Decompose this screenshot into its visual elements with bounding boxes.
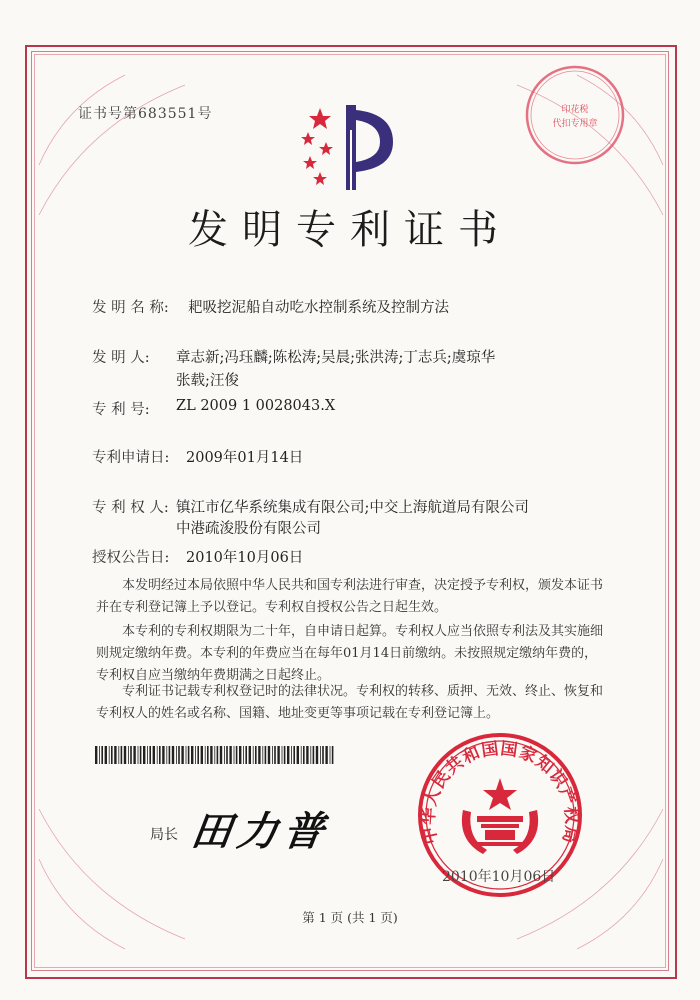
barcode-bar [101, 746, 103, 764]
director-signature: 田力普 [188, 808, 333, 855]
inventors-label: 发 明 人: [92, 350, 150, 366]
barcode-bar [220, 746, 222, 764]
barcode-bar [325, 746, 327, 764]
barcode-bar [149, 746, 151, 764]
barcode-bar [293, 746, 295, 764]
barcode-bar [306, 746, 308, 764]
barcode-bar [303, 746, 305, 764]
inventors-line-2: 张载;汪俊 [176, 373, 239, 389]
barcode-bar [243, 746, 244, 764]
barcode-bar [157, 746, 158, 764]
barcode-bar [226, 746, 228, 764]
barcode-bar [253, 746, 254, 764]
barcode-bar [197, 746, 199, 764]
patentee-line-2: 中港疏浚股份有限公司 [176, 521, 321, 537]
barcode-bar [105, 746, 107, 764]
barcode-bar [207, 746, 209, 764]
barcode-bar [130, 746, 132, 764]
barcode-bar [109, 746, 110, 764]
barcode-bar [121, 746, 123, 764]
barcode-bar [205, 746, 206, 764]
patentee-line-1: 镇江市亿华系统集成有限公司;中交上海航道局有限公司 [176, 500, 529, 516]
barcode-bar [258, 746, 260, 764]
barcode-bar [310, 746, 311, 764]
barcode-bar [265, 746, 267, 764]
grant-date: 2010年10月06日 [186, 550, 304, 566]
barcode-bar [169, 746, 171, 764]
invention-name-label: 发 明 名 称: [92, 300, 169, 316]
patent-number-label: 专 利 号: [92, 402, 150, 418]
barcode-bar [284, 746, 286, 764]
barcode-bar [268, 746, 270, 764]
barcode-bar [277, 746, 279, 764]
certificate-number: 证书号第683551号 [78, 106, 213, 122]
barcode-bar [153, 746, 155, 764]
barcode-bar [282, 746, 283, 764]
barcode-bar [111, 746, 113, 764]
inventors-line-1: 章志新;冯珏麟;陈松涛;吴晨;张洪涛;丁志兵;虞琼华 [176, 350, 496, 366]
page-footer: 第 1 页 (共 1 页) [302, 910, 398, 925]
barcode-bar [272, 746, 273, 764]
barcode-bar [330, 746, 331, 764]
barcode-bar [301, 746, 302, 764]
barcode-bar [166, 746, 167, 764]
issue-date-stamp: 2010年10月06日 [442, 869, 556, 885]
barcode-bar [224, 746, 225, 764]
barcode-bar [297, 746, 299, 764]
barcode-bar [143, 746, 145, 764]
barcode-bar [138, 746, 139, 764]
barcode-bar [181, 746, 183, 764]
barcode-bar [316, 746, 318, 764]
barcode-bar [217, 746, 219, 764]
barcode-bar [186, 746, 187, 764]
paragraph-3: 专利证书记载专利权登记时的法律状况。专利权的转移、质押、无效、终止、恢复和专利权人的姓名或名称、国籍、地址变更等事项记载在专利登记簿上。 [96, 684, 604, 721]
paragraph-2: 本专利的专利权期限为二十年，自申请日起算。专利权人应当依照专利法及其实施细则规定缴纳年费。本专利的年费应当在每年01月14日前缴纳。未按照规定缴纳年费的，专利权自应当缴纳年费期满之日起终止。 [96, 624, 604, 683]
barcode-bar [332, 746, 334, 764]
barcode-bar [147, 746, 148, 764]
barcode-bar [195, 746, 196, 764]
patentee-label: 专 利 权 人: [92, 500, 169, 516]
svg-text:印花税: 印花税 [561, 105, 589, 115]
barcode-bar [191, 746, 193, 764]
barcode-bar [210, 746, 212, 764]
barcode-bar [274, 746, 276, 764]
barcode-bar [128, 746, 129, 764]
barcode-bar [249, 746, 251, 764]
barcode-bar [322, 746, 324, 764]
seal-text: 中华人民共和国国家知识产权局 [418, 738, 582, 846]
barcode-bar [95, 746, 97, 764]
barcode-bar [214, 746, 215, 764]
barcode-bar [99, 746, 100, 764]
filing-date: 2009年01月14日 [186, 450, 304, 466]
filing-date-label: 专利申请日: [92, 450, 170, 466]
document-title: 发明专利证书 [188, 207, 512, 253]
barcode-bar [229, 746, 231, 764]
barcode-bar [114, 746, 116, 764]
barcode-bar [236, 746, 238, 764]
paragraph-1: 本发明经过本局依照中华人民共和国专利法进行审查，决定授予专利权，颁发本证书并在专利登记簿上予以登记。专利权自授权公告之日起生效。 [96, 578, 604, 615]
barcode-bar [188, 746, 190, 764]
grant-date-label: 授权公告日: [92, 550, 170, 566]
invention-name: 耙吸挖泥船自动吃水控制系统及控制方法 [188, 300, 449, 316]
patent-office-logo-icon [298, 100, 408, 195]
barcode-bar [159, 746, 161, 764]
barcode-bar [176, 746, 177, 764]
barcode-bar [239, 746, 241, 764]
barcode-bar [313, 746, 315, 764]
barcode-bar [234, 746, 235, 764]
barcode-bar [262, 746, 263, 764]
barcode-bar [178, 746, 180, 764]
barcode-bar [201, 746, 203, 764]
director-label: 局长 [150, 827, 178, 843]
agency-stamp [520, 60, 630, 170]
barcode-bar [118, 746, 119, 764]
barcode-bar [255, 746, 257, 764]
barcode [95, 746, 335, 764]
barcode-bar [287, 746, 289, 764]
barcode-bar [162, 746, 164, 764]
barcode-bar [133, 746, 135, 764]
barcode-bar [124, 746, 126, 764]
barcode-bar [291, 746, 292, 764]
barcode-bar [140, 746, 142, 764]
barcode-bar [172, 746, 174, 764]
barcode-bar [320, 746, 321, 764]
svg-text:代扣专用章: 代扣专用章 [552, 119, 598, 129]
patent-number: ZL 2009 1 0028043.X [176, 398, 336, 414]
barcode-bar [245, 746, 247, 764]
